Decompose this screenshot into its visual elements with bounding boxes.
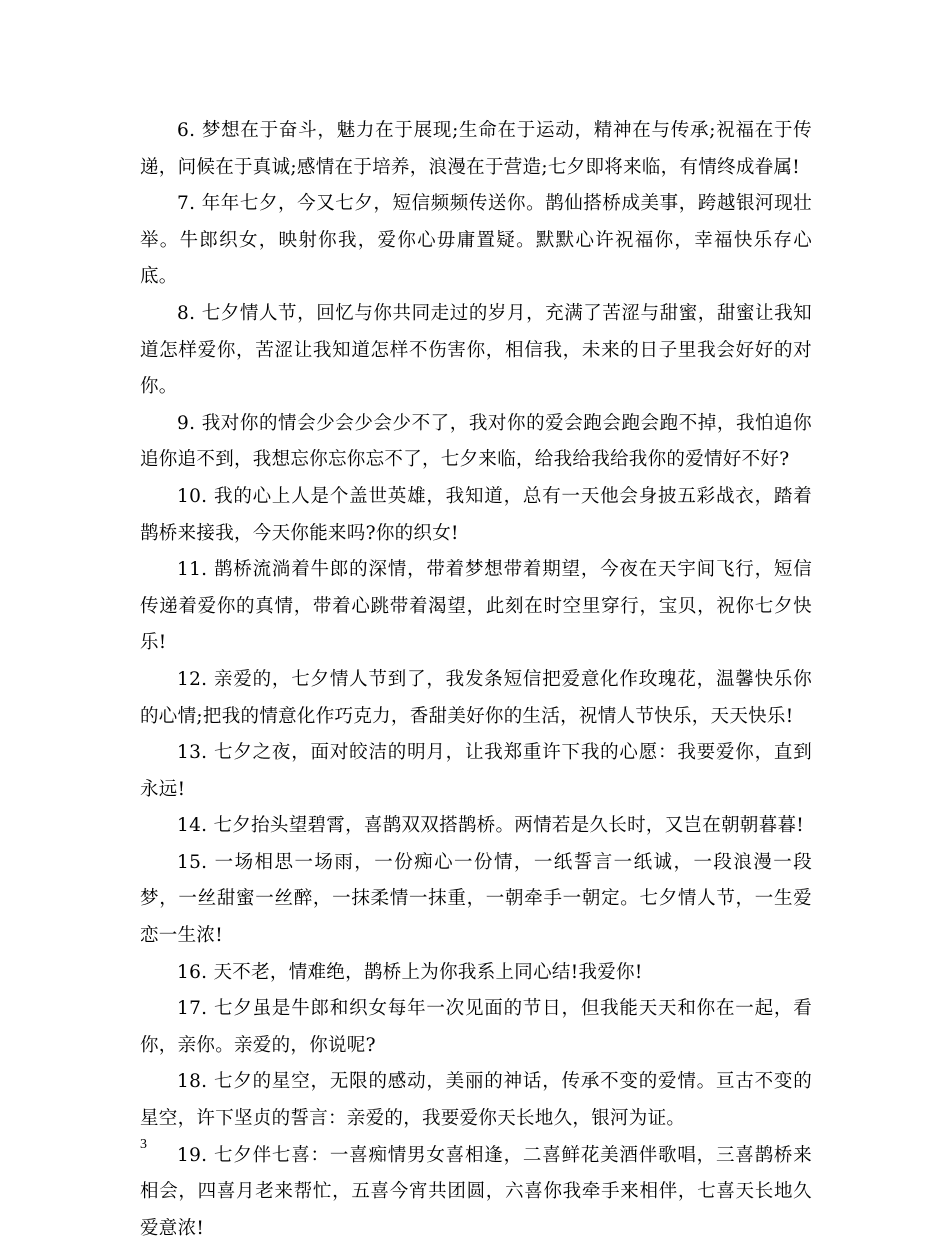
paragraph-7: 7. 年年七夕，今又七夕，短信频频传送你。鹊仙搭桥成美事，跨越银河现壮举。牛郎织女，映射你我，爱你心毋庸置疑。默默心许祝福你，幸福快乐存心底。 [140, 193, 812, 288]
paragraph-19: 19. 七夕伴七喜：一喜痴情男女喜相逢，二喜鲜花美酒伴歌唱，三喜鹊桥来相会，四喜月老来帮忙，五喜今宵共团圆，六喜你我牵手来相伴，七喜天长地久爱意浓! [140, 1144, 812, 1239]
paragraph-16: 16. 天不老，情难绝，鹊桥上为你我系上同心结!我爱你! [177, 961, 643, 983]
paragraph-11: 11. 鹊桥流淌着牛郎的深情，带着梦想带着期望，今夜在天宇间飞行，短信传递着爱你的真情，带着心跳带着渴望，此刻在时空里穿行，宝贝，祝你七夕快乐! [140, 559, 812, 654]
paragraph-6: 6. 梦想在于奋斗，魅力在于展现;生命在于运动，精神在与传承;祝福在于传递，问候在于真诚;感情在于培养，浪漫在于营造;七夕即将来临，有情终成眷属! [140, 120, 812, 178]
paragraph-12: 12. 亲爱的，七夕情人节到了，我发条短信把爱意化作玫瑰花，温馨快乐你的心情;把我的情意化作巧克力，香甜美好你的生活，祝情人节快乐，天天快乐! [140, 668, 812, 727]
paragraph-14: 14. 七夕抬头望碧霄，喜鹊双双搭鹊桥。两情若是久长时，又岂在朝朝暮暮! [177, 815, 805, 837]
paragraph-10: 10. 我的心上人是个盖世英雄，我知道，总有一天他会身披五彩战衣，踏着鹊桥来接我，今天你能来吗?你的织女! [140, 485, 812, 544]
page-number: 3 [140, 1137, 147, 1152]
paragraph-15: 15. 一场相思一场雨，一份痴心一份情，一纸誓言一纸诚，一段浪漫一段梦，一丝甜蜜一丝醉，一抹柔情一抹重，一朝牵手一朝定。七夕情人节，一生爱恋一生浓! [140, 851, 812, 947]
paragraph-18: 18. 七夕的星空，无限的感动，美丽的神话，传承不变的爱情。亘古不变的星空，许下坚贞的誓言：亲爱的，我要爱你天长地久，银河为证。 [140, 1071, 812, 1130]
paragraph-13: 13. 七夕之夜，面对皎洁的明月，让我郑重许下我的心愿：我要爱你，直到永远! [140, 742, 812, 800]
paragraph-9: 9. 我对你的情会少会少会少不了，我对你的爱会跑会跑会跑不掉，我怕追你追你追不到，我想忘你忘你忘不了，七夕来临，给我给我给我你的爱情好不好? [140, 412, 812, 471]
paragraph-8: 8. 七夕情人节，回忆与你共同走过的岁月，充满了苦涩与甜蜜，甜蜜让我知道怎样爱你，苦涩让我知道怎样不伤害你，相信我，未来的日子里我会好好的对你。 [140, 302, 812, 398]
document-body [140, 113, 812, 1247]
paragraph-17: 17. 七夕虽是牛郎和织女每年一次见面的节日，但我能天天和你在一起，看你，亲你。亲爱的，你说呢? [140, 998, 812, 1056]
